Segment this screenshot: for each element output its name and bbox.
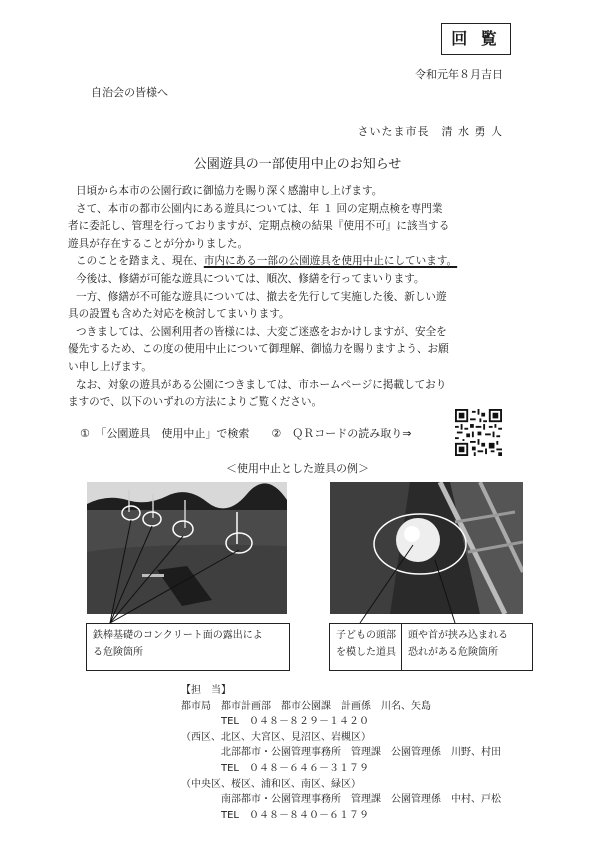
issue-date: 令和元年８月吉日 [415,68,503,81]
page-title: 公園遊具の一部使用中止のお知らせ [193,157,402,172]
caption-line: を模した道具 [336,647,396,658]
caption-iron-bars [86,623,290,671]
body-line: ますので、以下のいずれの方法によりご覧ください。 [68,396,323,409]
examples-heading: ＜使用中止とした遊具の例＞ [226,462,369,475]
body-line: 具の設置も含めた対応を検討してまいります。 [68,308,290,321]
contact-line: （西区、北区、大宮区、見沼区、岩槻区） [181,731,371,743]
underlined-notice: 市内にある一部の公園遊具を使用中止にしています。 [203,255,458,268]
search-methods: ① 「公園遊具 使用中止」で検索 ② ＱＲコードの読み取り⇒ [80,427,412,440]
body-line: 日頃から本市の公園行政に御協力を賜り深く感謝申し上げます。 [76,185,383,197]
body-line: 遊具が存在することが分かりました。 [68,237,249,250]
body-line: つきましては、公園利用者の皆様には、大変ご迷惑をおかけしますが、安全を [76,325,447,338]
caption-line: る危険箇所 [93,647,143,658]
contact-line: 北部都市・公園管理事務所 管理課 公園管理係 川野、村田 [181,747,501,759]
caption-head-model [329,623,407,671]
circulation-stamp: 回 覧 [441,23,511,55]
contact-header: 【担 当】 [181,685,231,696]
body-line: い申し上げます。 [68,360,152,373]
contact-phone: TEL ０４８－６４６－３１７９ [181,762,369,774]
sender: さいたま市長 清 水 勇 人 [357,125,503,138]
body-line: 一方、修繕が不可能な遊具については、撤去を先行して実施した後、新しい遊 [76,290,447,303]
contact-line: 南部都市・公園管理事務所 管理課 公園管理係 中村、戸松 [181,794,501,806]
contact-phone: TEL ０４８－８２９－１４２０ [181,716,369,728]
greeting: 自治会の皆様へ [91,86,168,99]
caption-line: 子どもの頭部 [336,630,396,641]
body-text: このことを踏まえ、現在、 [76,255,204,268]
contact-block [181,683,501,823]
body-line: なお、対象の遊具がある公園につきましては、市ホームページに掲載しており [76,378,447,391]
contact-line: 都市局 都市計画部 都市公園課 計画係 川名、矢島 [181,700,431,712]
body-line: さて、本市の都市公園内にある遊具については、年 １ 回の定期点検を専門業 [76,202,443,215]
contact-line: （中央区、桜区、浦和区、南区、緑区） [181,778,361,790]
contact-phone: TEL ０４８－８４０－６１７９ [181,809,369,821]
caption-line: 頭や首が挟み込まれる [408,630,508,641]
caption-entrapment [401,623,533,671]
body-line: 今後は、修繕が可能な遊具については、順次、修繕を行ってまいります。 [76,272,425,285]
caption-line: 鉄棒基礎のコンクリート面の露出によ [93,630,263,641]
body-line: 者に委託し、管理を行っておりますが、定期点検の結果『使用不可』に該当する [68,220,450,233]
body-line: 優先するため、この度の使用中止について御理解、御協力を賜りますよう、お願 [68,343,449,356]
caption-line: 恐れがある危険箇所 [408,647,498,658]
